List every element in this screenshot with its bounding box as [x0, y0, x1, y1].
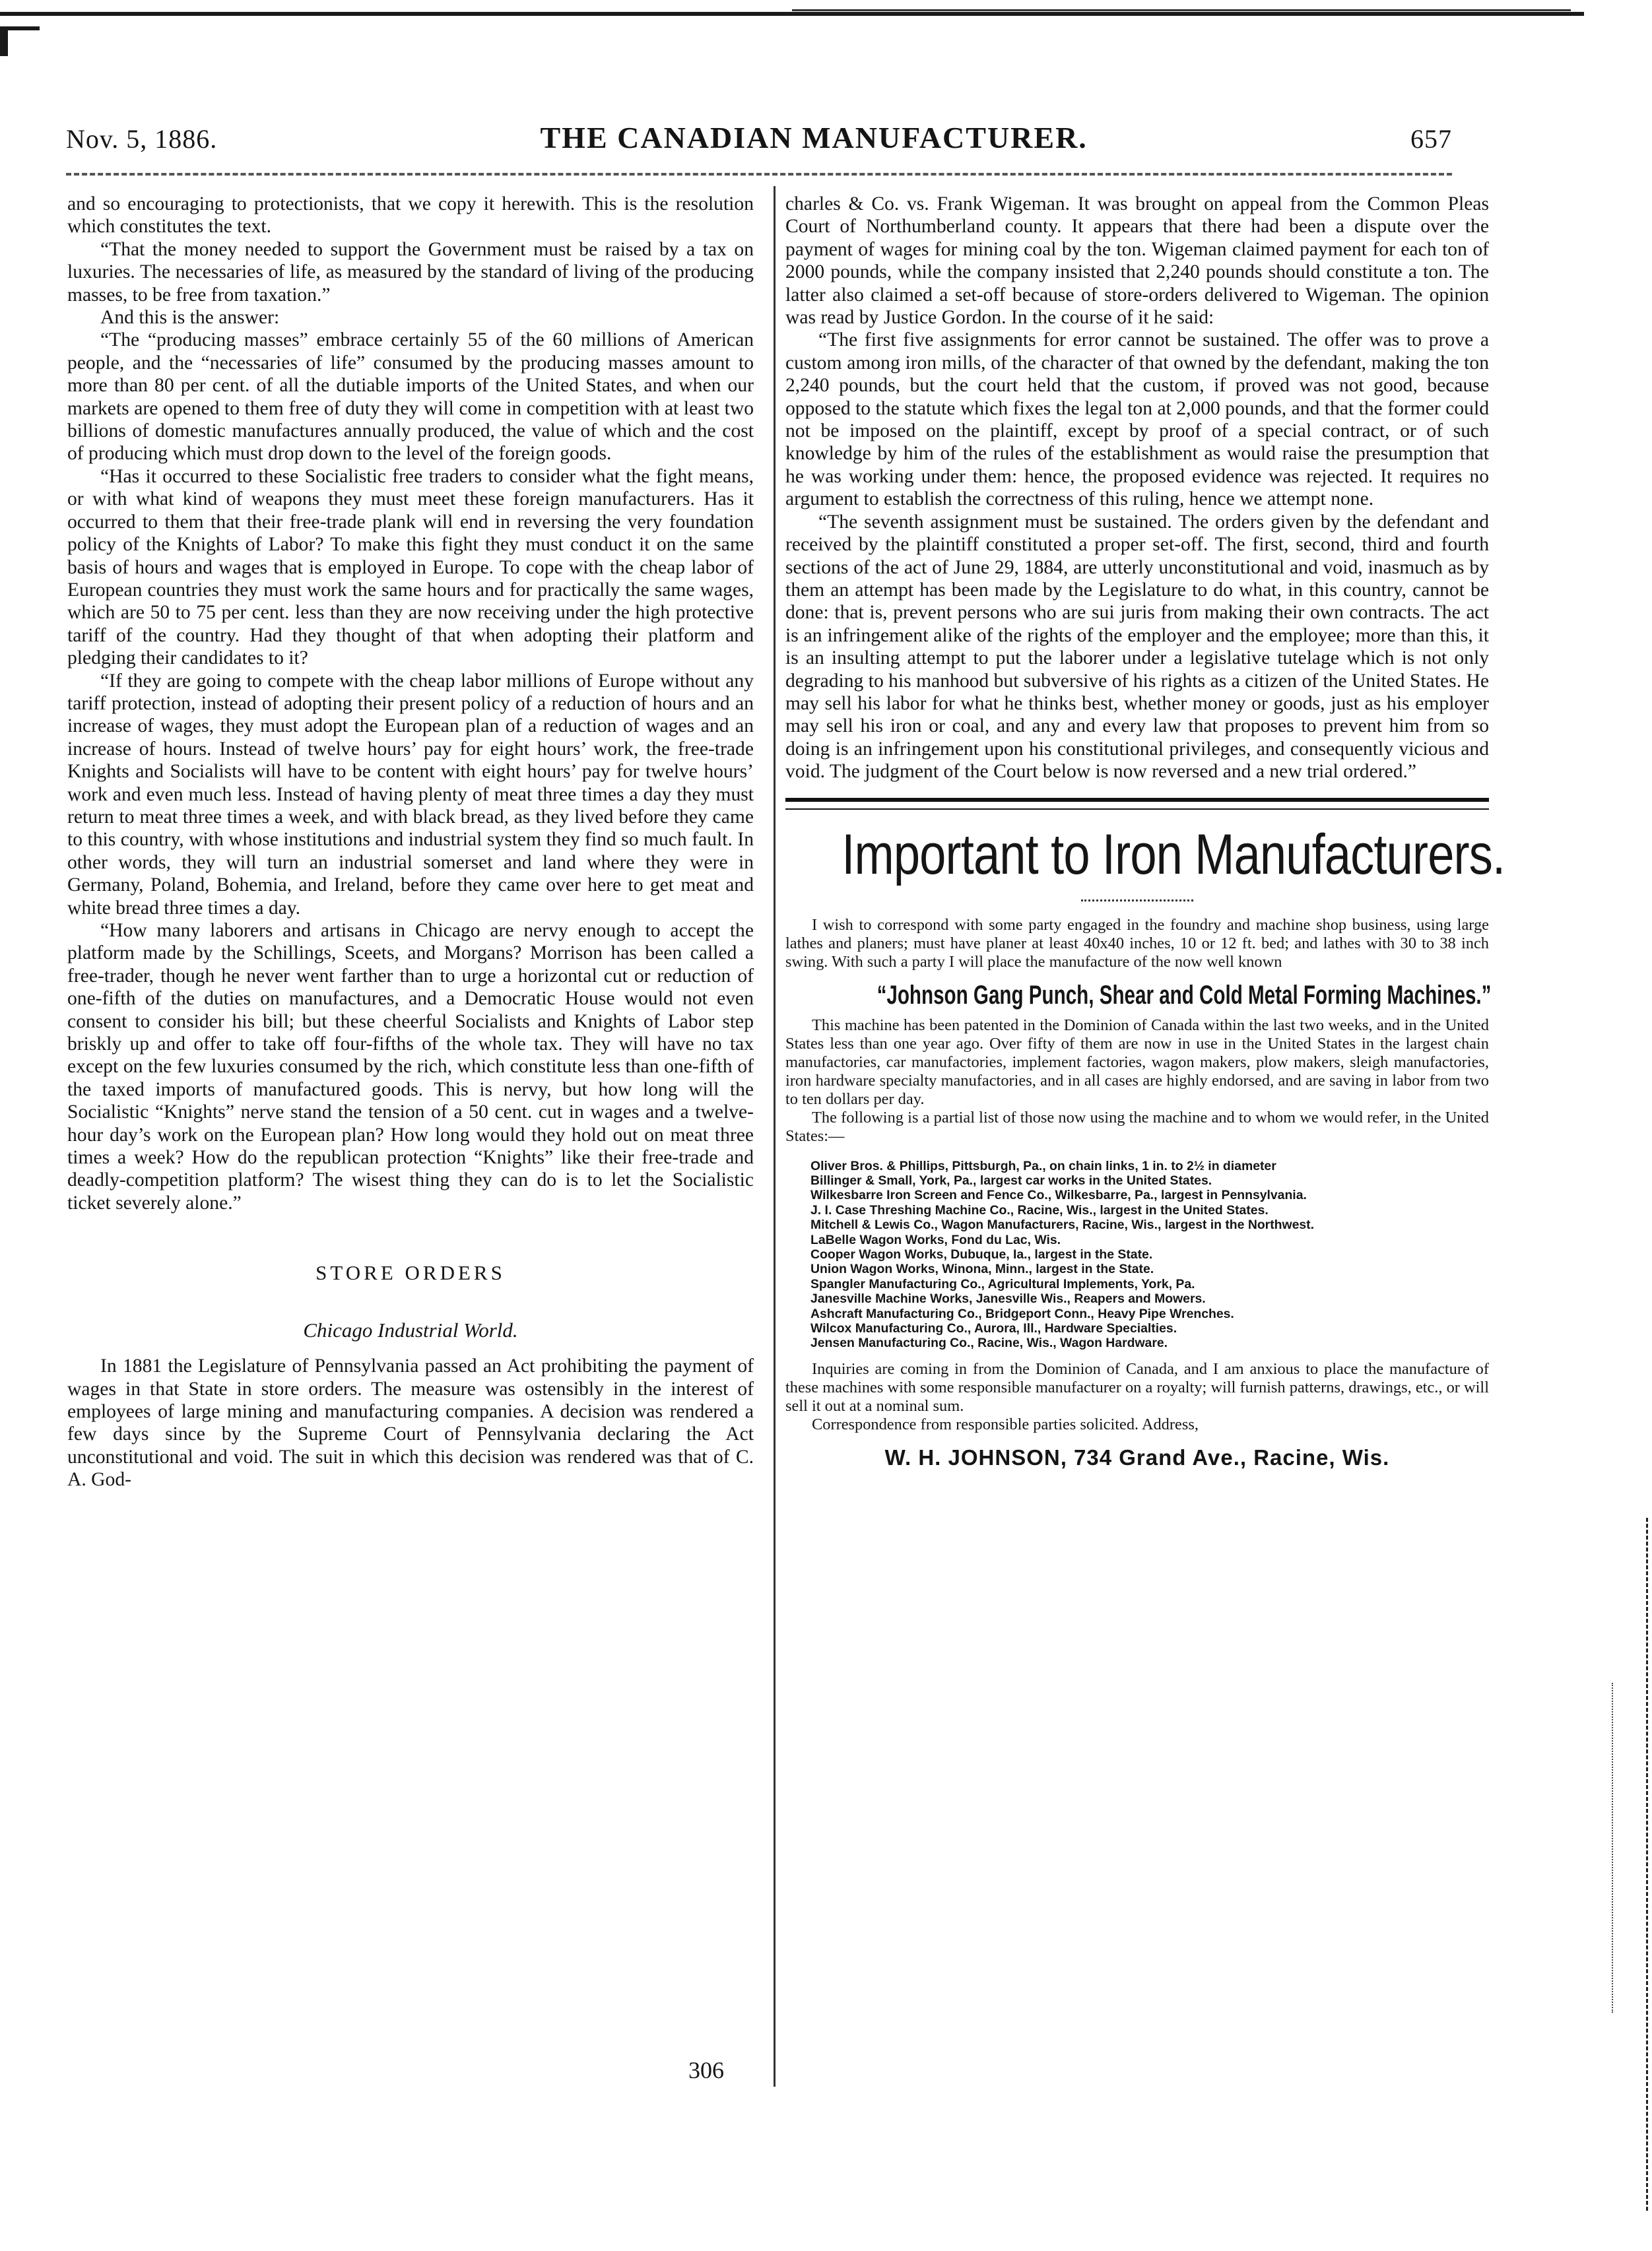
- section-paragraph: In 1881 the Legislature of Pennsylvania passed an Act prohibiting the payment of wages in that State in store orders. The measure was ostensibly in the interest of employees of large mining and manufacturing companies. A decision was rendered a few days since by the Supreme Court of Pennsylvania declaring the Act unconstitutional and void. The suit in which this decision was rendered was that of C. A. God-: [67, 1355, 754, 1491]
- right-edge-mark: [1644, 1518, 1648, 2211]
- advertisement-user-item: Billinger & Small, York, Pa., largest car works in the United States.: [810, 1173, 1212, 1188]
- right-column: [785, 193, 1505, 1470]
- advertisement-user-item: Cooper Wagon Works, Dubuque, Ia., largest in the State.: [810, 1247, 1153, 1262]
- advertisement-product: “Johnson Gang Punch, Shear and Cold Metal Forming Machines.”: [876, 980, 1492, 1010]
- advertisement-list-intro: The following is a partial list of those now using the machine and to whom we would refer, in the United States:—: [785, 1108, 1489, 1145]
- advertisement-user-item: J. I. Case Threshing Machine Co., Racine, Wis., largest in the United States.: [810, 1202, 1269, 1218]
- right-column-body: [785, 193, 1489, 783]
- left-column-body: [67, 193, 754, 1214]
- right-paragraph: “The first five assignments for error cannot be sustained. The offer was to prove a custom among iron mills, of the character of that owned by the defendant, making the ton 2,240 pounds, but the court held that the custom, if proved was not good, because opposed to the statute which fixes the legal ton at 2,000 pounds, and that the former could not be imposed on the plaintiff, except by proof of a special contract, or of such knowledge by him of the rules of the establishment as would raise the presumption that he was working under them: hence, the proposed evidence was rejected. It requires no argument to establish the correctness of this ruling, hence we attempt none.: [785, 329, 1489, 510]
- advertisement-description: This machine has been patented in the Dominion of Canada within the last two weeks, and in the United States less than one year ago. Over fifty of them are now in use in the United States in the largest chain manufactories, car manufactories, implement factories, wagon makers, plow makers, sleigh manufactories, iron hardware specialty manufactories, and in all cases are highly endorsed, and are saving in labor from two to ten dollars per day.: [785, 1016, 1489, 1108]
- advertisement-user-item: Ashcraft Manufacturing Co., Bridgeport Conn., Heavy Pipe Wrenches.: [810, 1306, 1234, 1321]
- left-paragraph: “The “producing masses” embrace certainly 55 of the 60 millions of American people, and the “necessaries of life” consumed by the producing masses amount to more than 80 per cent. of all the dutiable imports of the United States, and when our markets are opened to them free of duty they will come in competition with at least two billions of domestic manufactures annually produced, the value of which and the cost of producing which must drop down to the level of the foreign goods.: [67, 329, 754, 465]
- page-number: 657: [1410, 124, 1452, 154]
- left-paragraph: “That the money needed to support the Government must be raised by a tax on luxuries. The necessaries of life, as measured by the standard of living of the producing masses, to be free from taxation.”: [67, 238, 754, 306]
- left-paragraph: “How many laborers and artisans in Chicago are nervy enough to accept the platform made by the Schillings, Sceets, and Morgans? Morrison has been called a free-trader, though he never went farther than to urge a horizontal cut or reduction of one-fifth of the duties on manufactures, and a Democratic House would not even consent to consider his bill; but these cheerful Socialists and Knights of Labor step briskly up and offer to take off four-fifths of the whole tax. They will have no tax except on the few luxuries consumed by the rich, which constitute less than one-fifth of the taxed imports of manufactured goods. This is nervy, but how long will the Socialistic “Knights” nerve stand the tension of a 50 cent. cut in wages and a twelve-hour day’s work on the European plan? How long would they hold out on meat three times a week? How do the republican protection “Knights” like their free-trade and deadly-competition platform? The wisest thing they can do is to let the Socialistic ticket severely alone.”: [67, 920, 754, 1214]
- right-paragraph: charles & Co. vs. Frank Wigeman. It was brought on appeal from the Common Pleas Court of Northumberland county. It appears that there had been a dispute over the payment of wages for mining coal by the ton. Wigeman claimed payment for each ton of 2000 pounds, while the company insisted that 2,240 pounds should constitute a ton. The latter also claimed a set-off because of store-orders delivered to Wigeman. The opinion was read by Justice Gordon. In the course of it he said:: [785, 193, 1489, 329]
- advertisement-user-item: Union Wagon Works, Winona, Minn., largest in the State.: [810, 1262, 1154, 1277]
- advertisement-intro: I wish to correspond with some party engaged in the foundry and machine shop business, using large lathes and planers; must have planer at least 40x40 inches, 10 or 12 ft. bed; and lathes with 30 to 38 inch swing. With such a party I will place the manufacture of the now well known: [785, 915, 1489, 971]
- page-header: [66, 120, 1452, 157]
- advertisement-user-item: Janesville Machine Works, Janesville Wis., Reapers and Mowers.: [810, 1291, 1206, 1307]
- advertisement-user-item: LaBelle Wagon Works, Fond du Lac, Wis.: [810, 1232, 1061, 1247]
- advertisement-user-item: Wilkesbarre Iron Screen and Fence Co., Wilkesbarre, Pa., largest in Pennsylvania.: [810, 1188, 1307, 1203]
- right-edge-mark-2: [1610, 1683, 1613, 2013]
- folio-number: 306: [688, 2057, 724, 2083]
- advertisement: [785, 822, 1505, 1470]
- frame-top: [0, 0, 1584, 16]
- left-paragraph: “If they are going to compete with the cheap labor millions of Europe without any tariff protection, instead of adopting their present policy of a reduction of hours and an increase of wages, they must adopt the European plan of a reduction of wages and an increase of hours. Instead of twelve hours’ pay for eight hours’ work, the free-trade Knights and Socialists will have to be content with eight hours’ pay for twelve hours’ work and even much less. Instead of having plenty of meat three times a day they must return to meat three times a week, and with black bread, as they lived before they came to this country, with whose institutions and industrial system they find so much fault. In other words, they will turn an industrial somerset and land where they were in Germany, Poland, Bohemia, and Ireland, before they came over here to get meat and white bread three times a day.: [67, 670, 754, 919]
- advertisement-user-item: Spangler Manufacturing Co., Agricultural Implements, York, Pa.: [810, 1276, 1195, 1291]
- header-rule: [66, 173, 1452, 176]
- left-paragraph: “Has it occurred to these Socialistic free traders to consider what the fight means, or with what kind of weapons they must meet these foreign manufacturers. Has it occurred to them that their free-trade plank will end in reversing the very foundation policy of the Knights of Labor? To make this fight they must conduct it on the same basis of hours and wages that is employed in Europe. To cope with the cheap labor of European countries they must work the same hours and for practically the same wages, which are 50 to 75 per cent. less than they are now receiving under the high protective tariff of the country. Had they thought of that when adopting their platform and pledging their candidates to it?: [67, 465, 754, 669]
- advertisement-title-rule: [1081, 899, 1193, 901]
- advertisement-rule: [785, 798, 1489, 810]
- advertisement-correspondence: Correspondence from responsible parties solicited. Address,: [812, 1415, 1199, 1433]
- advertisement-title: Important to Iron Manufacturers.: [842, 822, 1505, 886]
- section-source: Chicago Industrial World.: [303, 1318, 518, 1342]
- section-heading: STORE ORDERS: [315, 1261, 506, 1285]
- advertisement-user-item: Jensen Manufacturing Co., Racine, Wis., Wagon Hardware.: [810, 1336, 1168, 1351]
- left-paragraph: and so encouraging to protectionists, that we copy it herewith. This is the resolution which constitutes the text.: [67, 193, 754, 238]
- left-column: [67, 193, 754, 1491]
- advertisement-user-list: [810, 1159, 1489, 1351]
- frame-top-rule: [792, 9, 1571, 11]
- advertisement-user-item: Wilcox Manufacturing Co., Aurora, Ill., Hardware Specialties.: [810, 1321, 1177, 1336]
- advertisement-closing: Inquiries are coming in from the Dominion of Canada, and I am anxious to place the manufacture of these machines with some responsible manufacturer on a royalty; will furnish patterns, drawings, etc., or will sell it out at a nominal sum.: [785, 1359, 1489, 1415]
- frame-left-mark-h: [0, 26, 40, 30]
- frame-left-mark: [0, 26, 8, 56]
- advertisement-user-item: Oliver Bros. & Phillips, Pittsburgh, Pa., on chain links, 1 in. to 2½ in diameter: [810, 1158, 1276, 1173]
- column-divider: [774, 186, 776, 2087]
- publication-title: THE CANADIAN MANUFACTURER.: [540, 121, 1088, 154]
- issue-date: Nov. 5, 1886.: [66, 124, 218, 154]
- right-paragraph: “The seventh assignment must be sustained. The orders given by the defendant and received by the plaintiff constituted a proper set-off. The first, second, third and fourth sections of the act of June 29, 1884, are utterly unconstitutional and void, inasmuch as by them an attempt has been made by the Legislature to do what, in this country, cannot be done: that is, prevent persons who are sui juris from making their own contracts. The act is an infringement alike of the rights of the employer and the employee; more than this, it is an insulting attempt to put the laborer under a legislative tutelage which is not only degrading to his manhood but subversive of his rights as a citizen of the United States. He may sell his labor for what he thinks best, whether money or goods, just as his employer may sell his iron or coal, and any and every law that proposes to prevent him from so doing is an infringement upon his constitutional privileges, and consequently vicious and void. The judgment of the Court below is now reversed and a new trial ordered.”: [785, 511, 1489, 783]
- advertisement-user-item: Mitchell & Lewis Co., Wagon Manufacturers, Racine, Wis., largest in the Northwest.: [810, 1218, 1315, 1233]
- left-paragraph: And this is the answer:: [100, 307, 280, 329]
- advertisement-signature: W. H. JOHNSON, 734 Grand Ave., Racine, Wis.: [884, 1445, 1390, 1470]
- advertisement-body: [785, 915, 1492, 1470]
